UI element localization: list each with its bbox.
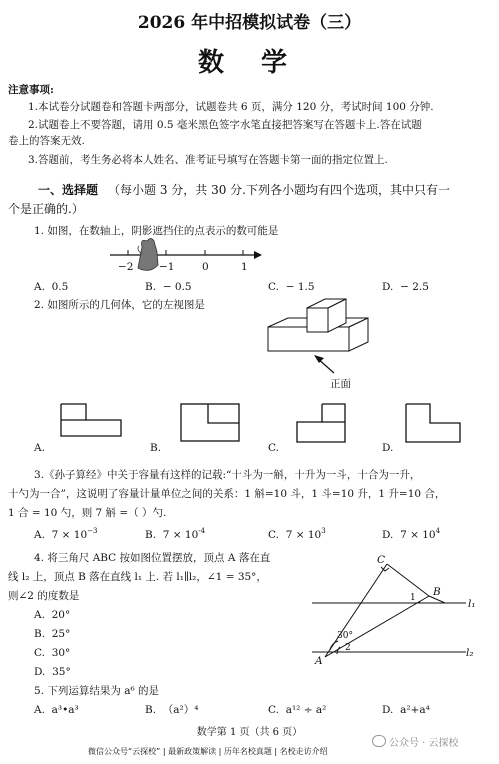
label-l1: l₁ bbox=[468, 598, 476, 610]
axis-label: 1 bbox=[241, 261, 248, 273]
q3-line: 十勺为一合”，这说明了容量计量单位之间的关系：1 斛=10 斗，1 斗=10 升，1 升=10 合， bbox=[8, 488, 446, 500]
subject-title: 数 学 bbox=[197, 48, 302, 78]
notice-item: 1.本试卷分试题卷和答题卡两部分，试题卷共 6 页，满分 120 分，考试时间 100 分钟. bbox=[28, 101, 434, 113]
axis-label: −2 bbox=[118, 261, 134, 273]
q3-option-c bbox=[268, 528, 326, 542]
label-c: C bbox=[377, 554, 386, 566]
option-letter: B. bbox=[145, 704, 157, 716]
q4-option-a bbox=[34, 608, 70, 622]
q1-option-b bbox=[145, 280, 192, 294]
label-l2: l₂ bbox=[466, 647, 474, 659]
notice-item: 3.答题前，考生务必将本人姓名、准考证号填写在答题卡第一面的指定位置上. bbox=[28, 154, 388, 166]
q5-option-b bbox=[145, 703, 198, 717]
section-desc-cont: 个是正确的.） bbox=[8, 202, 84, 216]
option-letter: A. bbox=[34, 609, 45, 621]
q5-option-c bbox=[268, 703, 326, 717]
q1-option-d bbox=[382, 280, 429, 294]
label-angle2: 2 bbox=[345, 643, 351, 653]
front-label: 正面 bbox=[330, 378, 351, 390]
option-letter: B. bbox=[145, 281, 157, 293]
option-letter: C. bbox=[268, 529, 279, 541]
q3-option-a bbox=[34, 528, 97, 542]
axis-label: −1 bbox=[159, 261, 175, 273]
option-text: a³•a³ bbox=[51, 704, 79, 716]
triangle-figure bbox=[312, 564, 466, 657]
front-arrow bbox=[314, 355, 334, 373]
notice-item: 卷上的答案无效. bbox=[8, 135, 85, 147]
q1-option-a bbox=[34, 280, 68, 294]
page-number: 数学第 1 页（共 6 页） bbox=[196, 727, 303, 738]
option-exp: −3 bbox=[87, 527, 98, 535]
notice-item: 2.试题卷上不要答题，请用 0.5 毫米黑色签字水笔直接把答案写在答题卡上.答在试题 bbox=[28, 119, 422, 131]
option-text: 20° bbox=[51, 609, 71, 621]
section-title: 一、选择题 bbox=[38, 183, 99, 197]
q2-option-letter: D. bbox=[382, 442, 394, 454]
option-text: 25° bbox=[51, 628, 71, 640]
option-text: （a²）⁴ bbox=[162, 704, 199, 716]
exam-title: 2026 年中招模拟试卷（三） bbox=[137, 13, 362, 33]
q4-option-d bbox=[34, 665, 71, 679]
label-angle1: 1 bbox=[410, 593, 416, 603]
option-text: 0.5 bbox=[51, 281, 69, 293]
q3-line: 3.《孙子算经》中关于容量有这样的记载:“十斗为一斛，十升为一斗，十合为一升， bbox=[34, 469, 421, 481]
chat-bubble-icon bbox=[372, 735, 386, 747]
q4-line: 线 l₂ 上，顶点 B 落在直线 l₁ 上. 若 l₁∥l₂，∠1 = 35°， bbox=[8, 571, 267, 583]
q1-option-c bbox=[268, 280, 315, 294]
option-letter: D. bbox=[382, 281, 394, 293]
label-a: A bbox=[315, 655, 323, 667]
q3-option-d bbox=[382, 528, 440, 542]
q2-option-letter: A. bbox=[34, 442, 45, 454]
q4-option-b bbox=[34, 627, 70, 641]
q1-stem: 1. 如图，在数轴上，阴影遮挡住的点表示的数可能是 bbox=[34, 225, 279, 237]
option-exp: -4 bbox=[198, 527, 206, 535]
option-text: − 0.5 bbox=[162, 281, 192, 293]
option-text: a¹² ÷ a² bbox=[285, 704, 327, 716]
q5-option-d bbox=[382, 703, 430, 717]
label-angle30: 30° bbox=[337, 631, 353, 641]
solid-3d-figure bbox=[268, 299, 368, 351]
option-letter: A. bbox=[34, 281, 45, 293]
footer-bar: 微信公众号“云探校” | 最新政策解读 | 历年名校真题 | 名校走访介绍 bbox=[88, 747, 328, 756]
watermark bbox=[372, 734, 459, 749]
section-desc: （每小题 3 分，共 30 分.下列各小题均有四个选项，其中只有一 bbox=[108, 183, 450, 197]
notice-heading: 注意事项: bbox=[8, 84, 54, 96]
q4-option-c bbox=[34, 646, 70, 660]
q2-option-letter: C. bbox=[268, 442, 279, 454]
option-base: 7 × 10 bbox=[400, 529, 436, 541]
option-letter: D. bbox=[382, 704, 394, 716]
option-text: 35° bbox=[52, 666, 71, 678]
option-exp: 3 bbox=[321, 527, 326, 535]
option-letter: C. bbox=[34, 647, 45, 659]
option-letter: A. bbox=[34, 704, 45, 716]
q3-line: 1 合 = 10 勺，则 7 斛 =（ ）勺. bbox=[8, 507, 167, 519]
option-text: − 2.5 bbox=[400, 281, 429, 293]
option-text: 30° bbox=[51, 647, 71, 659]
axis-label: 0 bbox=[202, 261, 209, 273]
label-b: B bbox=[433, 586, 441, 598]
option-letter: A. bbox=[34, 529, 45, 541]
option-letter: C. bbox=[268, 281, 279, 293]
view-options bbox=[61, 404, 460, 442]
option-text: − 1.5 bbox=[285, 281, 315, 293]
option-exp: 4 bbox=[435, 527, 441, 535]
option-letter: B. bbox=[34, 628, 46, 640]
option-letter: C. bbox=[268, 704, 279, 716]
option-letter: D. bbox=[34, 666, 46, 678]
q2-option-letter: B. bbox=[150, 442, 162, 454]
q2-stem: 2. 如图所示的几何体，它的左视图是 bbox=[34, 299, 205, 311]
option-base: 7 × 10 bbox=[285, 529, 322, 541]
option-letter: B. bbox=[145, 529, 157, 541]
q4-line: 则∠2 的度数是 bbox=[8, 590, 80, 602]
option-letter: D. bbox=[382, 529, 394, 541]
q3-option-b bbox=[145, 528, 205, 542]
option-base: 7 × 10 bbox=[162, 529, 199, 541]
q5-stem: 5. 下列运算结果为 a⁶ 的是 bbox=[34, 685, 159, 697]
watermark-text: 公众号 · 云探校 bbox=[389, 738, 459, 749]
q4-line: 4. 将三角尺 ABC 按如图位置摆放，顶点 A 落在直 bbox=[34, 552, 271, 564]
option-base: 7 × 10 bbox=[51, 529, 88, 541]
q5-option-a bbox=[34, 703, 79, 717]
option-text: a²+a⁴ bbox=[400, 704, 430, 716]
